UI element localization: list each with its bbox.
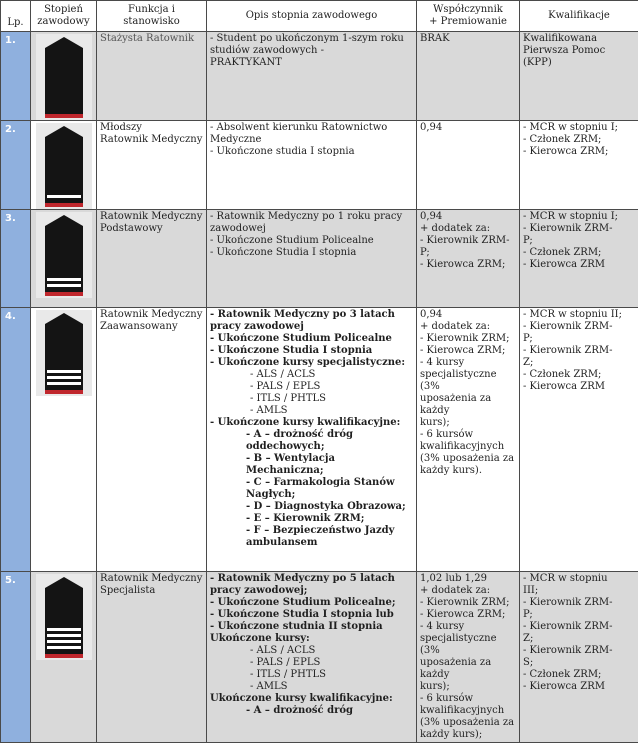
rank-badge-cell [31, 308, 97, 572]
description-cell [207, 121, 417, 210]
description-cell [207, 32, 417, 121]
function-cell [97, 121, 207, 210]
description-cell-line: - A – drożność dróg [210, 429, 413, 441]
description-cell-line: Ukończone kursy: [210, 633, 413, 645]
description-cell-line: - C – Farmakologia Stanów [210, 477, 413, 489]
coefficient-cell-line: BRAK [420, 33, 516, 45]
description-cell-line: - Ukończone Studium Policealne; [210, 597, 413, 609]
qualification-cell-line: - Członek ZRM; [523, 369, 635, 381]
description-cell-line: - AMLS [210, 405, 413, 417]
description-cell-line: - Student po ukończonym 1-szym roku [210, 33, 413, 45]
qualification-cell-line: - Kierownik ZRM- [523, 321, 635, 333]
qualification-cell-line: III; [523, 585, 635, 597]
qualification-cell-line: Pierwsza Pomoc [523, 45, 635, 57]
coefficient-cell [417, 210, 520, 308]
function-cell [97, 32, 207, 121]
function-cell-line: Młodszy [100, 122, 203, 134]
row-number: 3. [1, 210, 31, 308]
qualification-cell-line: (KPP) [523, 57, 635, 69]
qualification-cell-line: - MCR w stopniu II; [523, 309, 635, 321]
coefficient-cell-line: - Kierownik ZRM; [420, 597, 516, 609]
function-cell-line: Zaawansowany [100, 321, 203, 333]
table-row [1, 572, 638, 743]
description-cell-line: oddechowych; [210, 441, 413, 453]
function-cell-line: Ratownik Medyczny [100, 573, 203, 585]
description-cell-line: - Ratownik Medyczny po 3 latach [210, 309, 413, 321]
qualification-cell-line: - MCR w stopniu [523, 573, 635, 585]
qualification-cell [520, 308, 638, 572]
description-cell-line: - Ukończone studia I stopnia [210, 146, 413, 158]
qualification-cell [520, 572, 638, 743]
header-row [1, 1, 638, 32]
coefficient-cell-line: - Kierownik ZRM; [420, 333, 516, 345]
table-row [1, 308, 638, 572]
coefficient-cell-line: (3% uposażenia za [420, 453, 516, 465]
coefficient-cell-line: - 6 kursów [420, 429, 516, 441]
rank-stripe [47, 382, 81, 385]
header-stopien: Stopień zawodowy [31, 1, 97, 32]
rank-epaulette-icon [36, 212, 92, 298]
row-number: 2. [1, 121, 31, 210]
description-cell-line: zawodowej [210, 223, 413, 235]
function-cell-line: Ratownik Medyczny [100, 211, 203, 223]
rank-stripe [47, 646, 81, 649]
description-cell-line: Medyczne [210, 134, 413, 146]
rank-badge-cell [31, 210, 97, 308]
coefficient-cell-line: + dodatek za: [420, 585, 516, 597]
coefficient-cell-line: kwalifikacyjnych [420, 441, 516, 453]
description-cell-line: PRAKTYKANT [210, 57, 413, 69]
description-cell-line: - Ratownik Medyczny po 1 roku pracy [210, 211, 413, 223]
rank-epaulette-icon [36, 123, 92, 209]
qualification-cell-line: - Członek ZRM; [523, 669, 635, 681]
coefficient-cell-line: P; [420, 247, 516, 259]
function-cell-line: Podstawowy [100, 223, 203, 235]
coefficient-cell-line: - Kierownik ZRM- [420, 235, 516, 247]
rank-epaulette-icon [36, 310, 92, 396]
coefficient-cell [417, 572, 520, 743]
description-cell-line: - Ukończone Studia I stopnia [210, 247, 413, 259]
coefficient-cell-line: uposażenia za każdy [420, 393, 516, 417]
description-cell-line: - Ukończone studnia II stopnia [210, 621, 413, 633]
description-cell-line: Nagłych; [210, 489, 413, 501]
description-cell-line: Mechaniczna; [210, 465, 413, 477]
coefficient-cell-line: specjalistyczne (3% [420, 369, 516, 393]
row-number: 4. [1, 308, 31, 572]
description-cell-line: - Ukończone Studia I stopnia lub [210, 609, 413, 621]
qualification-cell-line: Z; [523, 357, 635, 369]
header-opis: Opis stopnia zawodowego [207, 1, 417, 32]
header-wspolczynnik: Współczynnik + Premiowanie [417, 1, 520, 32]
qualification-cell [520, 32, 638, 121]
coefficient-cell-line: - Kierowca ZRM; [420, 345, 516, 357]
coefficient-cell-line: kurs); [420, 681, 516, 693]
description-cell-line: - F – Bezpieczeństwo Jazdy [210, 525, 413, 537]
row-number: 1. [1, 32, 31, 121]
description-cell-line: - PALS / EPLS [210, 657, 413, 669]
coefficient-cell-line: - 4 kursy [420, 621, 516, 633]
qualification-cell-line: P; [523, 235, 635, 247]
coefficient-cell-line: 0,94 [420, 309, 516, 321]
coefficient-cell-line: każdy kurs); [420, 729, 516, 741]
coefficient-cell-line: (3% uposażenia za [420, 717, 516, 729]
description-cell-line: - Ukończone Studium Policealne [210, 333, 413, 345]
qualification-cell-line: - Kierowca ZRM [523, 381, 635, 393]
description-cell-line: - ALS / ACLS [210, 369, 413, 381]
description-cell-line: - Ratownik Medyczny po 5 latach [210, 573, 413, 585]
coefficient-cell-line: uposażenia za każdy [420, 657, 516, 681]
coefficient-cell-line: specjalistyczne (3% [420, 633, 516, 657]
description-cell-line: - B – Wentylacja [210, 453, 413, 465]
description-cell-line: - Ukończone Studium Policealne [210, 235, 413, 247]
description-cell-line: studiów zawodowych - [210, 45, 413, 57]
function-cell-line: Specjalista [100, 585, 203, 597]
rank-stripe [47, 376, 81, 379]
header-kwalifikacje: Kwalifikacje [520, 1, 638, 32]
description-cell-line: - D – Diagnostyka Obrazowa; [210, 501, 413, 513]
coefficient-cell-line: + dodatek za: [420, 321, 516, 333]
description-cell-line: - E – Kierownik ZRM; [210, 513, 413, 525]
function-cell [97, 572, 207, 743]
qualification-cell-line: - MCR w stopniu I; [523, 211, 635, 223]
qualification-cell-line: - Kierownik ZRM- [523, 597, 635, 609]
coefficient-cell [417, 121, 520, 210]
qualification-cell-line: - Kierowca ZRM [523, 681, 635, 693]
function-cell [97, 210, 207, 308]
coefficient-cell-line: + dodatek za: [420, 223, 516, 235]
coefficient-cell-line: kurs); [420, 417, 516, 429]
function-cell [97, 308, 207, 572]
coefficient-cell-line: każdy kurs). [420, 465, 516, 477]
qualification-cell-line: S; [523, 657, 635, 669]
description-cell-line: pracy zawodowej; [210, 585, 413, 597]
coefficient-cell [417, 32, 520, 121]
qualification-cell-line: - Członek ZRM; [523, 247, 635, 259]
description-cell [207, 210, 417, 308]
coefficient-cell-line: 0,94 [420, 122, 516, 134]
function-cell-line: Ratownik Medyczny [100, 134, 203, 146]
coefficient-cell-line: 0,94 [420, 211, 516, 223]
coefficient-cell-line: - Kierowca ZRM; [420, 609, 516, 621]
description-cell [207, 308, 417, 572]
rank-stripe [47, 634, 81, 637]
rank-stripe [47, 628, 81, 631]
qualification-cell-line: - Kierownik ZRM- [523, 223, 635, 235]
coefficient-cell-line: - 4 kursy [420, 357, 516, 369]
rank-badge-cell [31, 572, 97, 743]
description-cell-line: - Ukończone kursy kwalifikacyjne: [210, 417, 413, 429]
rank-stripe [47, 278, 81, 281]
header-funkcja: Funkcja i stanowisko [97, 1, 207, 32]
coefficient-cell-line: 1,02 lub 1,29 [420, 573, 516, 585]
rank-badge-cell [31, 121, 97, 210]
description-cell-line: - A – drożność dróg [210, 705, 413, 717]
description-cell-line: - Absolwent kierunku Ratownictwo [210, 122, 413, 134]
qualification-cell-line: P; [523, 609, 635, 621]
rank-epaulette-icon [36, 34, 92, 120]
qualification-cell-line: - Kierownik ZRM- [523, 645, 635, 657]
table-row [1, 210, 638, 308]
qualification-cell-line: Z; [523, 633, 635, 645]
qualification-cell-line: Kwalifikowana [523, 33, 635, 45]
rank-stripe [47, 284, 81, 287]
rank-stripe [47, 370, 81, 373]
qualification-cell [520, 121, 638, 210]
function-cell-line: Ratownik Medyczny [100, 309, 203, 321]
coefficient-cell-line: - 6 kursów [420, 693, 516, 705]
rank-stripe [47, 195, 81, 198]
qualification-cell-line: P; [523, 333, 635, 345]
qualification-cell-line: - MCR w stopniu I; [523, 122, 635, 134]
description-cell-line: pracy zawodowej [210, 321, 413, 333]
qualification-cell-line: - Członek ZRM; [523, 134, 635, 146]
description-cell-line: - AMLS [210, 681, 413, 693]
coefficient-cell [417, 308, 520, 572]
function-cell-line: Stażysta Ratownik [100, 33, 203, 45]
description-cell-line: - Ukończone Studia I stopnia [210, 345, 413, 357]
rank-badge-cell [31, 32, 97, 121]
description-cell-line: - Ukończone kursy specjalistyczne: [210, 357, 413, 369]
row-number: 5. [1, 572, 31, 743]
qualification-cell-line: - Kierownik ZRM- [523, 345, 635, 357]
description-cell-line: - PALS / EPLS [210, 381, 413, 393]
description-cell-line: - ITLS / PHTLS [210, 669, 413, 681]
description-cell-line: ambulansem [210, 537, 413, 549]
rank-stripe [47, 640, 81, 643]
description-cell-line: - ITLS / PHTLS [210, 393, 413, 405]
description-cell-line: - ALS / ACLS [210, 645, 413, 657]
rank-epaulette-icon [36, 574, 92, 660]
description-cell [207, 572, 417, 743]
coefficient-cell-line: kwalifikacyjnych [420, 705, 516, 717]
qualification-cell-line: - Kierowca ZRM [523, 259, 635, 271]
header-lp: Lp. [1, 1, 31, 32]
qualification-cell-line: - Kierowca ZRM; [523, 146, 635, 158]
table-row [1, 32, 638, 121]
qualification-cell-line: - Kierownik ZRM- [523, 621, 635, 633]
table-row [1, 121, 638, 210]
qualification-cell [520, 210, 638, 308]
description-cell-line: Ukończone kursy kwalifikacyjne: [210, 693, 413, 705]
coefficient-cell-line: - Kierowca ZRM; [420, 259, 516, 271]
